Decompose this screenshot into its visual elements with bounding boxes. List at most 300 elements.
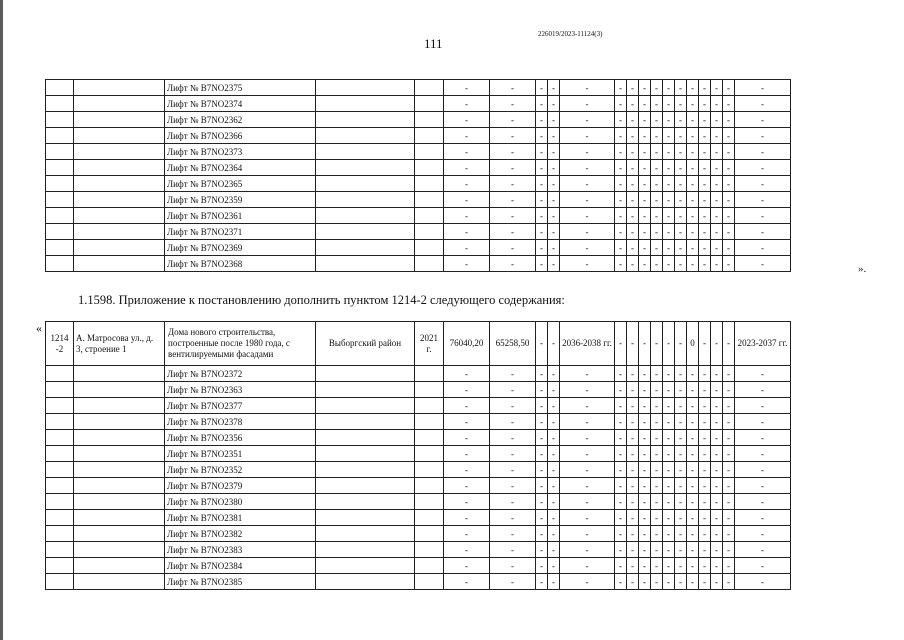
lift-name: Лифт № B7NO2375: [165, 80, 316, 96]
dash-cell: -: [444, 112, 490, 128]
dash-cell: -: [687, 128, 699, 144]
dash-cell: -: [639, 574, 651, 590]
dash-cell: -: [560, 208, 615, 224]
dash-cell: -: [627, 192, 639, 208]
dash-cell: -: [723, 176, 735, 192]
dash-cell: -: [490, 176, 536, 192]
dash-cell: -: [627, 256, 639, 272]
dash-cell: -: [548, 574, 560, 590]
dash-cell: -: [560, 430, 615, 446]
dash-cell: -: [548, 224, 560, 240]
dash-cell: -: [735, 160, 791, 176]
dash-cell: -: [687, 96, 699, 112]
dash-cell: -: [615, 462, 627, 478]
dash-cell: -: [536, 144, 548, 160]
dash-cell: -: [639, 366, 651, 382]
lift-name: Лифт № B7NO2374: [165, 96, 316, 112]
empty-cell: [74, 240, 165, 256]
empty-cell: [415, 398, 444, 414]
dash-cell: -: [560, 240, 615, 256]
empty-cell: [46, 208, 74, 224]
scan-left-edge: [0, 0, 3, 640]
table-row: [46, 398, 791, 414]
dash-cell: -: [490, 542, 536, 558]
dash-cell: -: [663, 478, 675, 494]
lift-name: Лифт № B7NO2363: [165, 382, 316, 398]
dash-cell: -: [723, 224, 735, 240]
dash-cell: -: [560, 224, 615, 240]
dash-cell: -: [615, 510, 627, 526]
dash-cell: -: [711, 176, 723, 192]
dash-cell: -: [490, 208, 536, 224]
dash-cell: -: [723, 382, 735, 398]
empty-cell: [74, 430, 165, 446]
dash-cell: -: [490, 478, 536, 494]
dash-cell: -: [639, 176, 651, 192]
dash-cell: -: [663, 240, 675, 256]
dash-cell: -: [723, 112, 735, 128]
dash-cell: -: [711, 382, 723, 398]
entry-year: 2021 г.: [415, 322, 444, 366]
empty-cell: [46, 526, 74, 542]
dash-cell: -: [536, 494, 548, 510]
dash-cell: -: [560, 446, 615, 462]
empty-cell: [415, 192, 444, 208]
dash-cell: -: [699, 574, 711, 590]
empty-cell: [74, 494, 165, 510]
dash-cell: -: [663, 208, 675, 224]
dash-cell: -: [651, 128, 663, 144]
dash-cell: -: [627, 366, 639, 382]
dash-cell: -: [711, 478, 723, 494]
empty-cell: [74, 398, 165, 414]
dash-cell: -: [711, 542, 723, 558]
dash-cell: -: [699, 414, 711, 430]
dash-cell: -: [548, 366, 560, 382]
dash-cell: -: [651, 430, 663, 446]
empty-cell: [316, 414, 415, 430]
dash-cell: -: [490, 414, 536, 430]
dash-cell: -: [675, 176, 687, 192]
dash-cell: -: [639, 398, 651, 414]
table-row: [46, 542, 791, 558]
dash-cell: -: [651, 494, 663, 510]
dash-cell: -: [687, 144, 699, 160]
table-row: [46, 430, 791, 446]
dash-cell: -: [548, 398, 560, 414]
dash-cell: -: [675, 478, 687, 494]
dash-cell: -: [548, 446, 560, 462]
dash-cell: -: [615, 192, 627, 208]
dash-cell: -: [548, 144, 560, 160]
empty-cell: [316, 558, 415, 574]
dash-cell: -: [687, 510, 699, 526]
dash-cell: -: [699, 446, 711, 462]
dash-cell: -: [627, 208, 639, 224]
dash-cell: -: [699, 366, 711, 382]
dash-cell: -: [723, 240, 735, 256]
dash-cell: -: [639, 224, 651, 240]
dash-cell: -: [444, 224, 490, 240]
empty-cell: [74, 112, 165, 128]
dash-cell: -: [627, 160, 639, 176]
dash-cell: -: [651, 208, 663, 224]
dash-cell: -: [560, 96, 615, 112]
dash-cell: -: [711, 510, 723, 526]
dash-cell: -: [675, 574, 687, 590]
dash-cell: -: [639, 208, 651, 224]
dash-cell: -: [548, 382, 560, 398]
dash-cell: -: [560, 144, 615, 160]
dash-cell: -: [651, 366, 663, 382]
dash-cell: -: [639, 430, 651, 446]
lift-name: Лифт № B7NO2372: [165, 366, 316, 382]
opening-quote: «: [36, 321, 42, 335]
dash-cell: -: [444, 144, 490, 160]
dash-cell: -: [627, 224, 639, 240]
dash-cell: -: [675, 462, 687, 478]
dash-cell: -: [490, 240, 536, 256]
dash-cell: -: [735, 256, 791, 272]
dash-cell: -: [723, 144, 735, 160]
dash-cell: -: [548, 176, 560, 192]
empty-cell: [46, 510, 74, 526]
dash-cell: -: [639, 414, 651, 430]
dash-cell: -: [723, 96, 735, 112]
dash-cell: -: [490, 462, 536, 478]
empty-cell: [46, 256, 74, 272]
entry-value-1: 76040,20: [444, 322, 490, 366]
table-row: [46, 462, 791, 478]
dash-cell: -: [723, 192, 735, 208]
empty-cell: [415, 558, 444, 574]
dash-cell: -: [735, 192, 791, 208]
dash-cell: -: [639, 510, 651, 526]
lift-name: Лифт № B7NO2383: [165, 542, 316, 558]
empty-cell: [74, 96, 165, 112]
dash-cell: -: [651, 478, 663, 494]
dash-cell: -: [444, 160, 490, 176]
dash-cell: -: [490, 112, 536, 128]
entry-dash: -: [615, 322, 627, 366]
dash-cell: -: [627, 526, 639, 542]
dash-cell: -: [627, 96, 639, 112]
empty-cell: [415, 176, 444, 192]
dash-cell: -: [560, 574, 615, 590]
empty-cell: [316, 192, 415, 208]
dash-cell: -: [711, 224, 723, 240]
empty-cell: [316, 176, 415, 192]
dash-cell: -: [735, 80, 791, 96]
empty-cell: [74, 542, 165, 558]
lift-name: Лифт № B7NO2380: [165, 494, 316, 510]
dash-cell: -: [699, 112, 711, 128]
dash-cell: -: [735, 462, 791, 478]
table-row: [46, 558, 791, 574]
dash-cell: -: [711, 574, 723, 590]
table-row: [46, 208, 791, 224]
dash-cell: -: [490, 366, 536, 382]
dash-cell: -: [651, 192, 663, 208]
dash-cell: -: [663, 510, 675, 526]
dash-cell: -: [723, 430, 735, 446]
dash-cell: -: [675, 128, 687, 144]
dash-cell: -: [735, 542, 791, 558]
dash-cell: -: [699, 96, 711, 112]
dash-cell: -: [627, 398, 639, 414]
dash-cell: -: [548, 112, 560, 128]
dash-cell: -: [687, 558, 699, 574]
dash-cell: -: [615, 478, 627, 494]
dash-cell: -: [639, 192, 651, 208]
empty-cell: [316, 144, 415, 160]
dash-cell: -: [723, 398, 735, 414]
dash-cell: -: [663, 558, 675, 574]
table-row: [46, 224, 791, 240]
dash-cell: -: [627, 80, 639, 96]
dash-cell: -: [615, 542, 627, 558]
dash-cell: -: [663, 176, 675, 192]
dash-cell: -: [687, 176, 699, 192]
dash-cell: -: [444, 192, 490, 208]
dash-cell: -: [723, 494, 735, 510]
dash-cell: -: [675, 542, 687, 558]
dash-cell: -: [735, 96, 791, 112]
dash-cell: -: [536, 446, 548, 462]
dash-cell: -: [536, 112, 548, 128]
dash-cell: -: [735, 478, 791, 494]
dash-cell: -: [490, 574, 536, 590]
dash-cell: -: [560, 256, 615, 272]
dash-cell: -: [548, 208, 560, 224]
dash-cell: -: [675, 80, 687, 96]
dash-cell: -: [711, 80, 723, 96]
dash-cell: -: [723, 542, 735, 558]
empty-cell: [46, 382, 74, 398]
dash-cell: -: [651, 558, 663, 574]
dash-cell: -: [536, 192, 548, 208]
dash-cell: -: [651, 112, 663, 128]
dash-cell: -: [735, 208, 791, 224]
dash-cell: -: [675, 446, 687, 462]
dash-cell: -: [663, 446, 675, 462]
lift-name: Лифт № B7NO2365: [165, 176, 316, 192]
closing-quote: ».: [858, 263, 867, 275]
dash-cell: -: [735, 494, 791, 510]
empty-cell: [74, 526, 165, 542]
dash-cell: -: [687, 160, 699, 176]
dash-cell: -: [639, 128, 651, 144]
dash-cell: -: [711, 160, 723, 176]
dash-cell: -: [627, 430, 639, 446]
dash-cell: -: [639, 240, 651, 256]
table-row: [46, 240, 791, 256]
entry-dash: -: [548, 322, 560, 366]
dash-cell: -: [675, 398, 687, 414]
dash-cell: -: [444, 558, 490, 574]
dash-cell: -: [627, 240, 639, 256]
empty-cell: [415, 112, 444, 128]
dash-cell: -: [490, 510, 536, 526]
dash-cell: -: [490, 256, 536, 272]
dash-cell: -: [699, 526, 711, 542]
empty-cell: [74, 366, 165, 382]
dash-cell: -: [615, 224, 627, 240]
dash-cell: -: [536, 462, 548, 478]
dash-cell: -: [490, 382, 536, 398]
dash-cell: -: [627, 542, 639, 558]
dash-cell: -: [444, 80, 490, 96]
empty-cell: [415, 494, 444, 510]
empty-cell: [46, 192, 74, 208]
dash-cell: -: [723, 478, 735, 494]
dash-cell: -: [548, 192, 560, 208]
empty-cell: [415, 256, 444, 272]
dash-cell: -: [548, 96, 560, 112]
empty-cell: [74, 462, 165, 478]
dash-cell: -: [663, 462, 675, 478]
dash-cell: -: [687, 224, 699, 240]
dash-cell: -: [536, 224, 548, 240]
dash-cell: -: [687, 478, 699, 494]
dash-cell: -: [735, 144, 791, 160]
entry-dash: -: [723, 322, 735, 366]
dash-cell: -: [627, 128, 639, 144]
dash-cell: -: [560, 414, 615, 430]
dash-cell: -: [699, 224, 711, 240]
dash-cell: -: [675, 224, 687, 240]
empty-cell: [74, 160, 165, 176]
dash-cell: -: [615, 414, 627, 430]
dash-cell: -: [627, 414, 639, 430]
dash-cell: -: [663, 430, 675, 446]
amendment-paragraph: 1.1598. Приложение к постановлению дополнить пунктом 1214-2 следующего содержания:: [78, 293, 565, 307]
dash-cell: -: [444, 478, 490, 494]
empty-cell: [415, 542, 444, 558]
dash-cell: -: [548, 478, 560, 494]
dash-cell: -: [699, 430, 711, 446]
dash-cell: -: [627, 462, 639, 478]
dash-cell: -: [548, 414, 560, 430]
table-row: [46, 526, 791, 542]
dash-cell: -: [560, 176, 615, 192]
empty-cell: [74, 176, 165, 192]
dash-cell: -: [711, 96, 723, 112]
empty-cell: [46, 430, 74, 446]
dash-cell: -: [735, 574, 791, 590]
table-row: [46, 366, 791, 382]
dash-cell: -: [675, 192, 687, 208]
dash-cell: -: [548, 240, 560, 256]
empty-cell: [74, 446, 165, 462]
dash-cell: -: [663, 366, 675, 382]
dash-cell: -: [687, 494, 699, 510]
dash-cell: -: [615, 366, 627, 382]
table-row: [46, 128, 791, 144]
dash-cell: -: [560, 128, 615, 144]
dash-cell: -: [639, 558, 651, 574]
empty-cell: [46, 80, 74, 96]
dash-cell: -: [711, 494, 723, 510]
dash-cell: -: [663, 192, 675, 208]
empty-cell: [46, 160, 74, 176]
dash-cell: -: [675, 112, 687, 128]
empty-cell: [74, 414, 165, 430]
table-row: [46, 176, 791, 192]
dash-cell: -: [663, 526, 675, 542]
dash-cell: -: [723, 208, 735, 224]
empty-cell: [74, 144, 165, 160]
dash-cell: -: [711, 128, 723, 144]
empty-cell: [46, 462, 74, 478]
dash-cell: -: [444, 462, 490, 478]
dash-cell: -: [615, 574, 627, 590]
table-row: [46, 112, 791, 128]
dash-cell: -: [723, 558, 735, 574]
dash-cell: -: [723, 462, 735, 478]
dash-cell: -: [490, 80, 536, 96]
entry-value-2: 65258,50: [490, 322, 536, 366]
dash-cell: -: [651, 80, 663, 96]
empty-cell: [74, 128, 165, 144]
empty-cell: [316, 160, 415, 176]
empty-cell: [415, 462, 444, 478]
lift-name: Лифт № B7NO2351: [165, 446, 316, 462]
empty-cell: [316, 526, 415, 542]
dash-cell: -: [536, 176, 548, 192]
dash-cell: -: [490, 160, 536, 176]
dash-cell: -: [687, 414, 699, 430]
empty-cell: [46, 542, 74, 558]
dash-cell: -: [699, 128, 711, 144]
dash-cell: -: [663, 256, 675, 272]
empty-cell: [74, 208, 165, 224]
dash-cell: -: [490, 96, 536, 112]
empty-cell: [74, 256, 165, 272]
dash-cell: -: [627, 558, 639, 574]
dash-cell: -: [663, 542, 675, 558]
dash-cell: -: [675, 494, 687, 510]
empty-cell: [415, 96, 444, 112]
dash-cell: -: [735, 510, 791, 526]
dash-cell: -: [490, 192, 536, 208]
dash-cell: -: [723, 160, 735, 176]
dash-cell: -: [536, 96, 548, 112]
dash-cell: -: [723, 574, 735, 590]
dash-cell: -: [490, 526, 536, 542]
empty-cell: [415, 366, 444, 382]
empty-cell: [46, 558, 74, 574]
dash-cell: -: [536, 128, 548, 144]
dash-cell: -: [444, 446, 490, 462]
dash-cell: -: [490, 430, 536, 446]
empty-cell: [415, 414, 444, 430]
dash-cell: -: [663, 144, 675, 160]
dash-cell: -: [548, 256, 560, 272]
empty-cell: [46, 574, 74, 590]
dash-cell: -: [675, 96, 687, 112]
table-row: [46, 414, 791, 430]
dash-cell: -: [615, 430, 627, 446]
dash-cell: -: [615, 144, 627, 160]
lift-table-new-entry: [45, 321, 791, 590]
lift-name: Лифт № B7NO2379: [165, 478, 316, 494]
dash-cell: -: [735, 128, 791, 144]
dash-cell: -: [560, 526, 615, 542]
dash-cell: -: [444, 494, 490, 510]
entry-district: Выборгский район: [316, 322, 415, 366]
empty-cell: [74, 80, 165, 96]
